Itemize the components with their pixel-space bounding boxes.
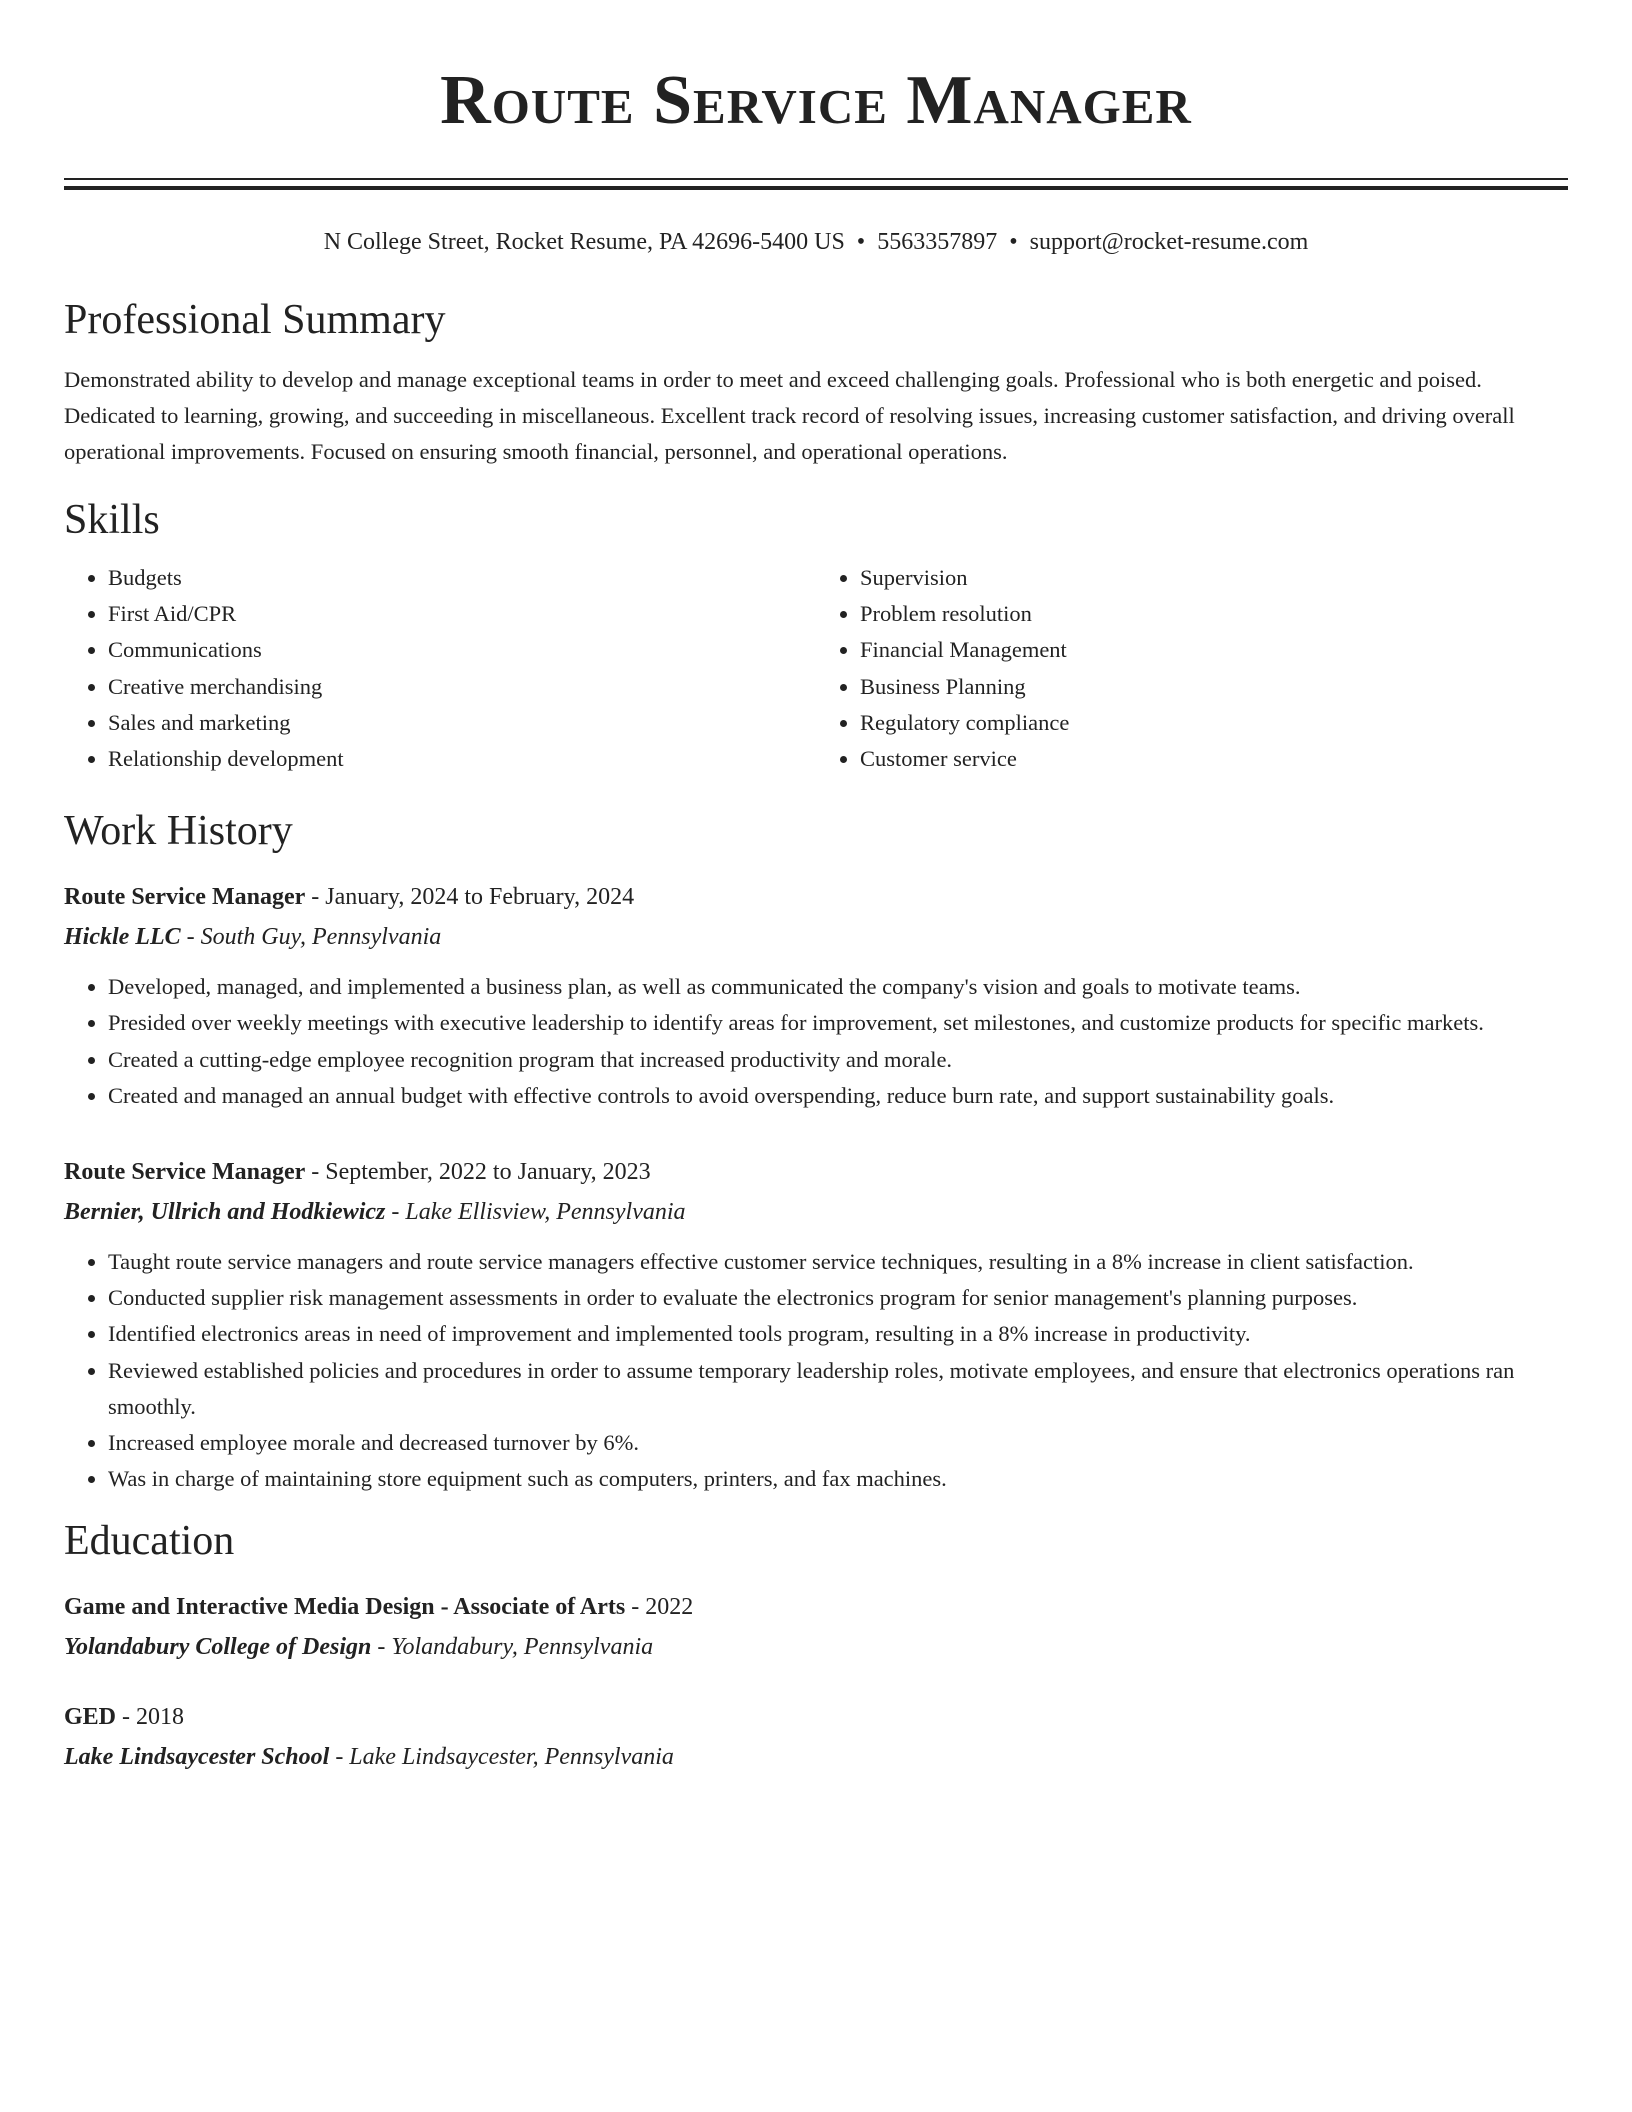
skill-item: • Customer service (860, 741, 1568, 777)
skill-item: • Regulatory compliance (860, 705, 1568, 741)
job-company: Hickle LLC (64, 924, 181, 951)
job-company-line (64, 917, 1568, 957)
skill-item: • Financial Management (860, 632, 1568, 668)
skills-list-left (64, 560, 816, 777)
job-entry (64, 1152, 1568, 1497)
resume-name: Route Service Manager (440, 62, 1192, 139)
skill-item: • Relationship development (108, 741, 816, 777)
education-school-line (64, 1737, 1568, 1777)
contact-separator: • (1009, 229, 1018, 255)
job-bullet: • Was in charge of maintaining store equipment such as computers, printers, and fax machines. (108, 1461, 1568, 1497)
skill-item: • Communications (108, 632, 816, 668)
contact-phone: 5563357897 (877, 229, 998, 255)
skill-item: • First Aid/CPR (108, 596, 816, 632)
skill-item: • Problem resolution (860, 596, 1568, 632)
work-history-heading: Work History (64, 808, 293, 855)
skills-grid (64, 560, 1568, 777)
job-location: - South Guy, Pennsylvania (180, 924, 442, 951)
contact-email: support@rocket-resume.com (1029, 229, 1309, 255)
job-dates: - September, 2022 to January, 2023 (305, 1159, 651, 1186)
education-degree-line (64, 1697, 1568, 1737)
header-rule-thin (64, 178, 1568, 180)
education-year: - 2018 (116, 1704, 185, 1731)
summary-text: Demonstrated ability to develop and manage exceptional teams in order to meet and exceed challenging goals. Professional who is both energetic and poised. Dedicated to learning, growing, and succeeding in miscellaneous. Excellent track record of resolving issues, increasing customer satisfaction, and driving overall operational improvements. Focused on ensuring smooth financial, personnel, and operational operations. (64, 367, 1515, 464)
skills-list-right (816, 560, 1568, 777)
education-year: - 2022 (625, 1594, 694, 1621)
education-entry (64, 1697, 1568, 1777)
job-entry (64, 877, 1568, 1114)
summary-heading: Professional Summary (64, 297, 446, 343)
contact-address: N College Street, Rocket Resume, PA 42696-5400 US (323, 229, 845, 255)
skills-column-right (816, 560, 1568, 777)
education-school: Yolandabury College of Design (64, 1634, 372, 1661)
job-bullet: • Conducted supplier risk management assessments in order to evaluate the electronics program for senior management's planning purposes. (108, 1280, 1568, 1316)
job-location: - Lake Ellisview, Pennsylvania (385, 1199, 686, 1226)
skill-item: • Supervision (860, 560, 1568, 596)
job-role: Route Service Manager (64, 884, 306, 911)
education-location: - Lake Lindsaycester, Pennsylvania (329, 1744, 674, 1771)
skill-item: • Sales and marketing (108, 705, 816, 741)
job-company-line (64, 1192, 1568, 1232)
job-heading (64, 1152, 1568, 1192)
skills-column-left (64, 560, 816, 777)
skills-heading: Skills (64, 497, 160, 543)
job-bullet: • Increased employee morale and decreased turnover by 6%. (108, 1425, 1568, 1461)
header-rule-thick (64, 186, 1568, 190)
skill-item: • Business Planning (860, 669, 1568, 705)
education-entry (64, 1587, 1568, 1667)
contact-separator: • (856, 229, 866, 255)
job-bullets (64, 1244, 1568, 1497)
job-dates: - January, 2024 to February, 2024 (305, 884, 635, 911)
job-heading (64, 877, 1568, 917)
education-degree: GED (64, 1704, 117, 1731)
education-school-line (64, 1627, 1568, 1667)
job-bullet: • Reviewed established policies and procedures in order to assume temporary leadership roles, motivate employees, and ensure that electronics operations ran smoothly. (108, 1353, 1568, 1425)
education-location: - Yolandabury, Pennsylvania (371, 1634, 654, 1661)
job-bullet: • Created and managed an annual budget with effective controls to avoid overspending, reduce burn rate, and support sustainability goals. (108, 1078, 1568, 1114)
education-heading: Education (64, 1518, 235, 1565)
education-school: Lake Lindsaycester School (64, 1744, 330, 1771)
job-bullet: • Presided over weekly meetings with executive leadership to identify areas for improvement, set milestones, and customize products for specific markets. (108, 1005, 1568, 1041)
job-role: Route Service Manager (64, 1159, 306, 1186)
job-company: Bernier, Ullrich and Hodkiewicz (64, 1199, 386, 1226)
skill-item: • Budgets (108, 560, 816, 596)
contact-line (64, 226, 1568, 258)
job-bullet: • Identified electronics areas in need of improvement and implemented tools program, resulting in a 8% increase in productivity. (108, 1316, 1568, 1352)
skill-item: • Creative merchandising (108, 669, 816, 705)
education-degree: Game and Interactive Media Design - Associate of Arts (64, 1594, 626, 1621)
job-bullets (64, 969, 1568, 1114)
education-degree-line (64, 1587, 1568, 1627)
job-bullet: • Created a cutting-edge employee recognition program that increased productivity and morale. (108, 1042, 1568, 1078)
job-bullet: • Taught route service managers and route service managers effective customer service techniques, resulting in a 8% increase in client satisfaction. (108, 1244, 1568, 1280)
job-bullet: • Developed, managed, and implemented a business plan, as well as communicated the company's vision and goals to motivate teams. (108, 969, 1568, 1005)
